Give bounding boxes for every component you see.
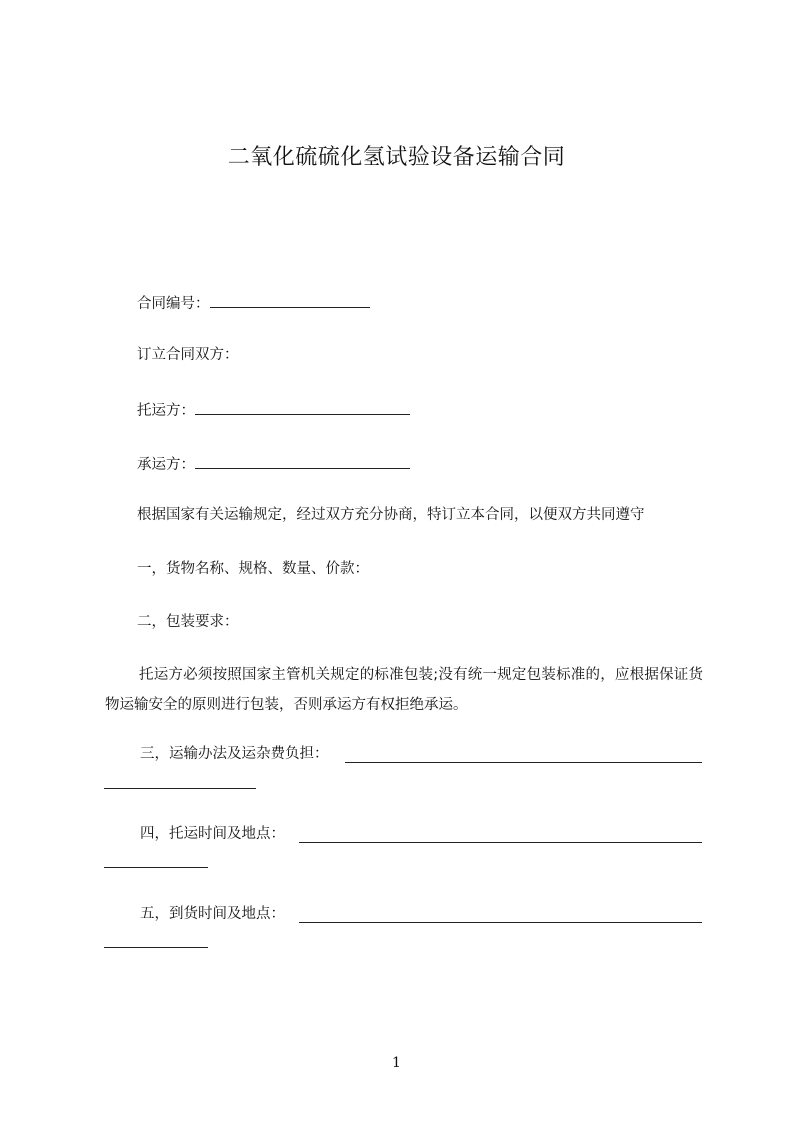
shipper-blank[interactable] [195, 399, 410, 415]
section-3-heading: 三，运输办法及运杂费负担： [140, 746, 329, 762]
contract-number-label: 合同编号： [137, 296, 210, 312]
shipper-label: 托运方： [137, 403, 195, 419]
shipper-line [137, 399, 410, 421]
section-2-body: 托运方必须按照国家主管机关规定的标准包装;没有统一规定包装标准的，应根据保证货物运输安全的原则进行包装，否则承运方有权拒绝承运。 [105, 667, 703, 713]
section-5-blank-continued[interactable] [104, 946, 208, 948]
contract-number-line [137, 292, 370, 314]
section-5-blank[interactable] [299, 921, 702, 923]
page-number: 1 [392, 1055, 401, 1071]
carrier-line [137, 453, 410, 475]
carrier-blank[interactable] [195, 453, 410, 469]
section-4-blank[interactable] [299, 841, 702, 843]
section-4-heading: 四，托运时间及地点： [140, 826, 285, 842]
section-5-heading: 五，到货时间及地点： [140, 906, 285, 922]
carrier-label: 承运方： [137, 457, 195, 473]
section-3-blank-continued[interactable] [104, 787, 256, 789]
section-2-heading: 二，包装要求： [137, 614, 239, 630]
section-1-heading: 一，货物名称、规格、数量、价款： [137, 561, 369, 577]
preamble-text: 根据国家有关运输规定，经过双方充分协商，特订立本合同，以便双方共同遵守 [137, 507, 645, 523]
section-3-blank[interactable] [345, 761, 702, 763]
section-4-blank-continued[interactable] [104, 866, 208, 868]
document-title: 二氧化硫硫化氢试验设备运输合同 [227, 145, 566, 170]
parties-heading: 订立合同双方： [137, 347, 239, 363]
contract-number-blank[interactable] [210, 292, 370, 308]
